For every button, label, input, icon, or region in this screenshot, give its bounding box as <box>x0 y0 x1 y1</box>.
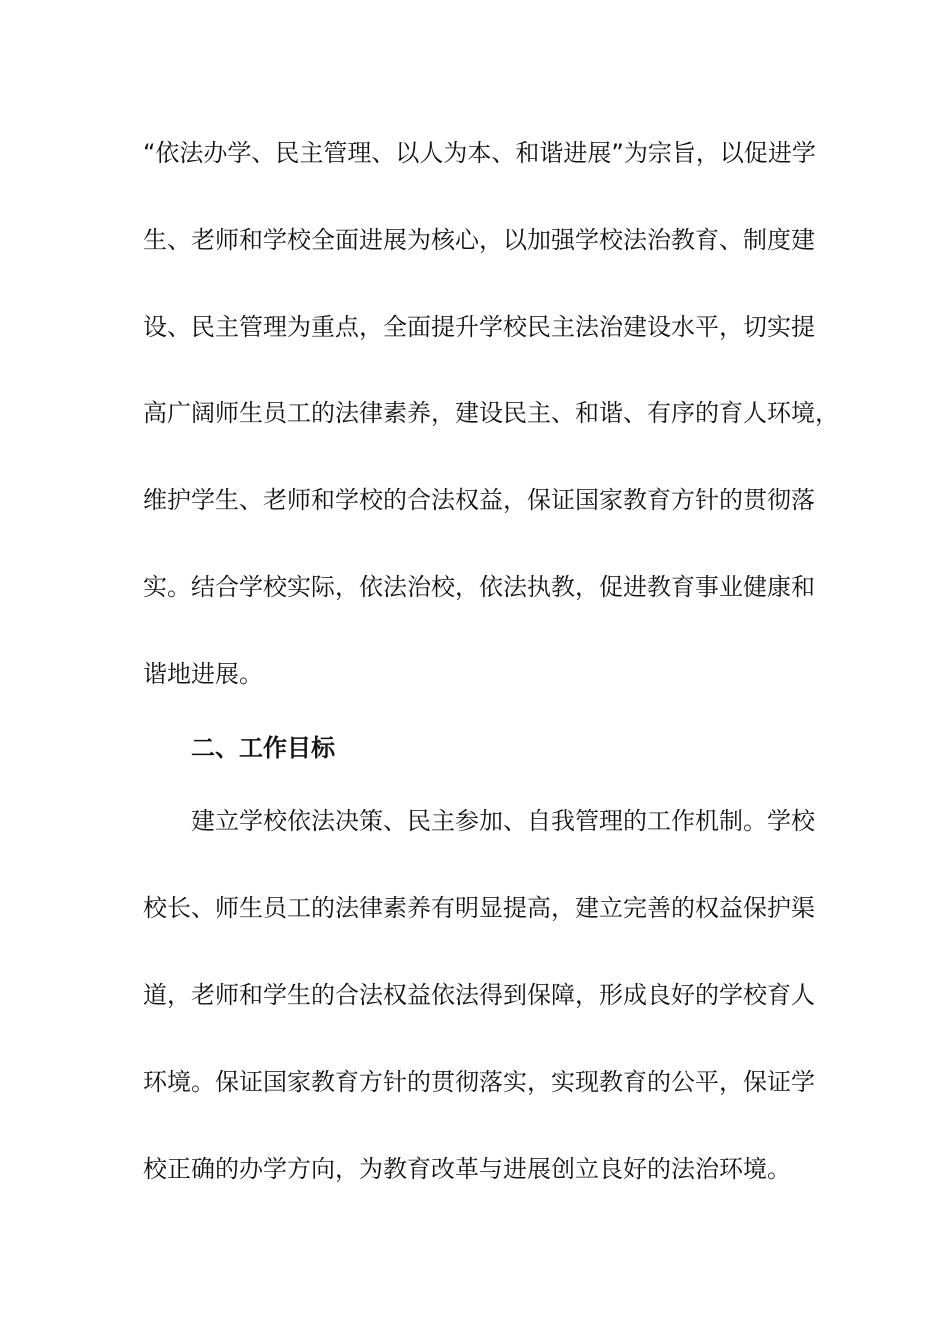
paragraph-line: 生、老师和学校全面进展为核心，以加强学校法治教育、制度建 <box>143 226 815 254</box>
section-heading: 二、工作目标 <box>191 734 335 762</box>
paragraph-line: 谐地进展。 <box>143 660 263 688</box>
paragraph-line: 校长、师生员工的法律素养有明显提高，建立完善的权益保护渠 <box>143 894 815 922</box>
paragraph-line: “依法办学、民主管理、以人为本、和谐进展”为宗旨，以促进学 <box>143 139 816 167</box>
paragraph-line: 建立学校依法决策、民主参加、自我管理的工作机制。学校 <box>191 807 815 835</box>
paragraph-line: 实。结合学校实际，依法治校，依法执教，促进教育事业健康和 <box>143 573 815 601</box>
paragraph-line: 设、民主管理为重点，全面提升学校民主法治建设水平，切实提 <box>143 313 815 341</box>
paragraph-line: 校正确的办学方向，为教育改革与进展创立良好的法治环境。 <box>143 1155 791 1183</box>
paragraph-line: 道，老师和学生的合法权益依法得到保障，形成良好的学校育人 <box>143 981 815 1009</box>
paragraph-line: 高广阔师生员工的法律素养，建设民主、和谐、有序的育人环境， <box>143 399 839 427</box>
paragraph-line: 维护学生、老师和学校的合法权益，保证国家教育方针的贯彻落 <box>143 486 815 514</box>
paragraph-line: 环境。保证国家教育方针的贯彻落实，实现教育的公平，保证学 <box>143 1068 815 1096</box>
